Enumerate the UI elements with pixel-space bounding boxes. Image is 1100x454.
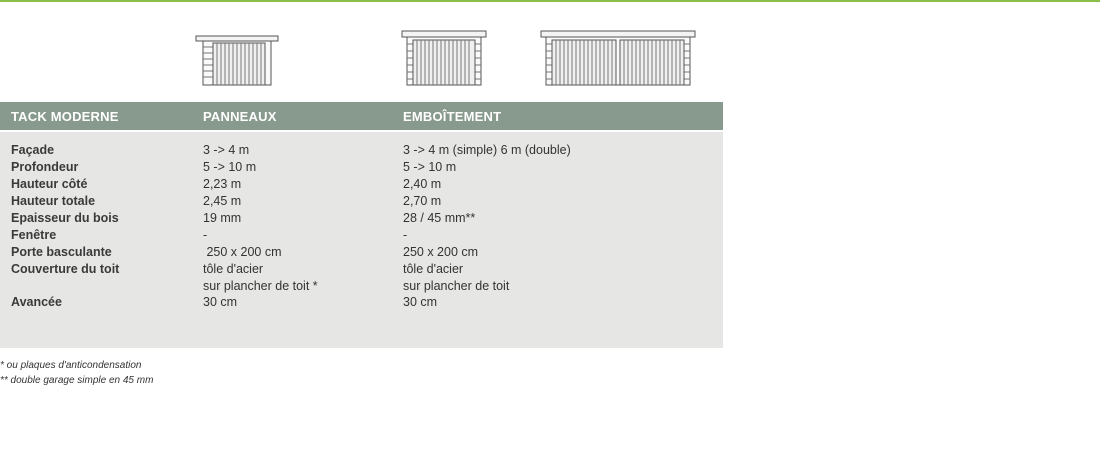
cell-panneaux: 3 -> 4 m: [203, 143, 250, 157]
cell-panneaux: tôle d'acier: [203, 262, 264, 276]
row-label: Couverture du toit: [11, 262, 120, 276]
cell-emboitement: 250 x 200 cm: [403, 245, 479, 259]
row-label: Profondeur: [11, 160, 79, 174]
table-header: [0, 102, 723, 130]
table-row: [0, 261, 723, 278]
table-row: [0, 210, 723, 227]
row-label: Façade: [11, 143, 55, 157]
cell-emboitement: -: [403, 228, 408, 242]
row-label: Fenêtre: [11, 228, 57, 242]
table-body: [0, 132, 723, 348]
row-label: Epaisseur du bois: [11, 211, 119, 225]
cell-panneaux: -: [203, 228, 208, 242]
cell-emboitement: 5 -> 10 m: [403, 160, 457, 174]
cell-emboitement: 28 / 45 mm**: [403, 211, 476, 225]
top-accent-line: [0, 0, 1100, 2]
table-row: [0, 176, 723, 193]
cell-emboitement: 2,70 m: [403, 194, 442, 208]
footnote-2: ** double garage simple en 45 mm: [0, 375, 154, 386]
cell-panneaux: 2,45 m: [203, 194, 242, 208]
cell-panneaux: 19 mm: [203, 211, 242, 225]
garage-panneaux-image: [195, 35, 279, 87]
table-row: [0, 244, 723, 261]
table-row: [0, 193, 723, 210]
cell-emboitement: 2,40 m: [403, 177, 442, 191]
header-model: TACK MODERNE: [11, 109, 119, 124]
cell-emboitement: tôle d'acier: [403, 262, 464, 276]
spec-table: [0, 102, 723, 348]
table-row: [0, 294, 723, 311]
footnote-1: * ou plaques d'anticondensation: [0, 360, 142, 371]
header-panneaux: PANNEAUX: [203, 109, 277, 124]
cell-panneaux: sur plancher de toit *: [203, 279, 318, 293]
cell-panneaux: 30 cm: [203, 295, 238, 309]
cell-panneaux: 5 -> 10 m: [203, 160, 257, 174]
cell-panneaux: 2,23 m: [203, 177, 242, 191]
row-label: Avancée: [11, 295, 62, 309]
garage-emboitement-simple-image: [401, 30, 487, 87]
cell-emboitement: 30 cm: [403, 295, 438, 309]
footnotes: [0, 358, 153, 388]
cell-emboitement: sur plancher de toit: [403, 279, 510, 293]
row-label: Hauteur côté: [11, 177, 88, 191]
table-row: [0, 142, 723, 159]
table-row: [0, 159, 723, 176]
row-label: Porte basculante: [11, 245, 112, 259]
table-row: [0, 278, 723, 295]
cell-emboitement: 3 -> 4 m (simple) 6 m (double): [403, 143, 571, 157]
garage-emboitement-double-image: [540, 30, 696, 87]
row-label: Hauteur totale: [11, 194, 96, 208]
table-row: [0, 227, 723, 244]
header-emboitement: EMBOÎTEMENT: [403, 109, 502, 124]
cell-panneaux: 250 x 200 cm: [203, 245, 282, 259]
